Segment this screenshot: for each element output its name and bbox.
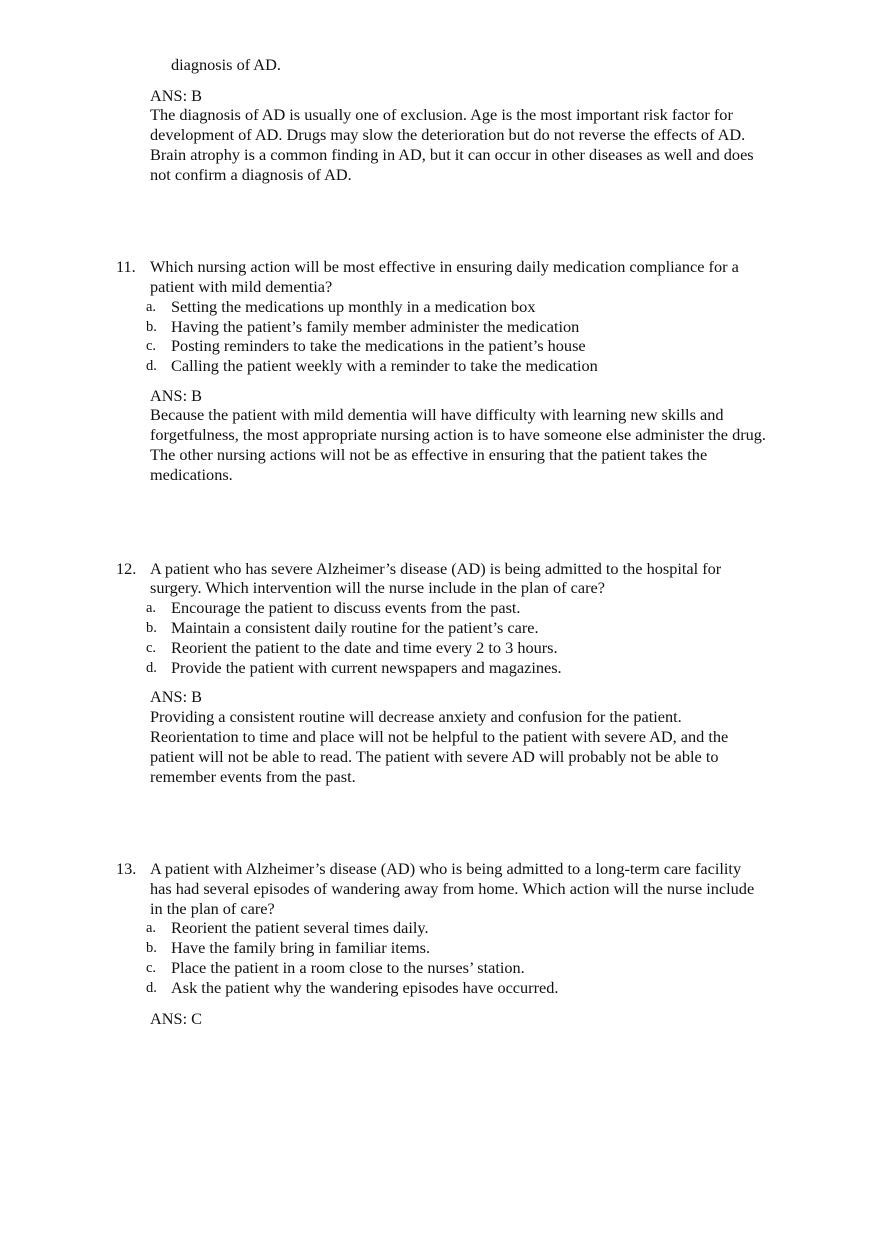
- answer-key: ANS: B: [150, 386, 203, 405]
- question-stem-line: patient with mild dementia?: [150, 277, 333, 296]
- rationale-line: remember events from the past.: [150, 767, 356, 786]
- option-letter: a.: [146, 299, 157, 315]
- answer-key: ANS: B: [150, 687, 203, 706]
- rationale-line: Providing a consistent routine will decrease anxiety and confusion for the patient.: [150, 707, 682, 726]
- option-text: Have the family bring in familiar items.: [171, 938, 431, 957]
- option-text: Maintain a consistent daily routine for the patient’s care.: [171, 618, 539, 637]
- option-text: Calling the patient weekly with a reminder to take the medication: [171, 356, 598, 375]
- option-letter: d.: [146, 358, 157, 374]
- question-stem-line: has had several episodes of wandering away from home. Which action will the nurse include: [150, 879, 755, 898]
- question-stem-line: surgery. Which intervention will the nurse include in the plan of care?: [150, 578, 605, 597]
- question-number: 12.: [116, 559, 137, 578]
- rationale-line: forgetfulness, the most appropriate nursing action is to have someone else administer the drug.: [150, 425, 766, 444]
- rationale-line: The diagnosis of AD is usually one of exclusion. Age is the most important risk factor for: [150, 105, 733, 124]
- option-text: Encourage the patient to discuss events from the past.: [171, 598, 521, 617]
- option-letter: a.: [146, 600, 157, 616]
- option-text: Place the patient in a room close to the nurses’ station.: [171, 958, 525, 977]
- answer-key: ANS: C: [150, 1009, 203, 1028]
- rationale-line: Brain atrophy is a common finding in AD, but it can occur in other diseases as well and does: [150, 145, 754, 164]
- option-letter: c.: [146, 338, 157, 354]
- rationale-line: patient will not be able to read. The patient with severe AD will probably not be able to: [150, 747, 719, 766]
- rationale-line: medications.: [150, 465, 233, 484]
- question-stem-line: in the plan of care?: [150, 899, 275, 918]
- option-text: Having the patient’s family member administer the medication: [171, 317, 580, 336]
- rationale-line: development of AD. Drugs may slow the deterioration but do not reverse the effects of AD.: [150, 125, 746, 144]
- option-text: Reorient the patient several times daily.: [171, 918, 429, 937]
- question-number: 11.: [116, 257, 136, 276]
- option-text: Provide the patient with current newspapers and magazines.: [171, 658, 562, 677]
- option-letter: d.: [146, 980, 157, 996]
- option-letter: c.: [146, 960, 157, 976]
- question-stem-line: A patient who has severe Alzheimer’s disease (AD) is being admitted to the hospital for: [150, 559, 722, 578]
- option-text: Reorient the patient to the date and time every 2 to 3 hours.: [171, 638, 558, 657]
- option-text: diagnosis of AD.: [171, 55, 281, 74]
- question-stem-line: A patient with Alzheimer’s disease (AD) who is being admitted to a long-term care facility: [150, 859, 742, 878]
- option-letter: b.: [146, 319, 157, 335]
- rationale-line: Reorientation to time and place will not be helpful to the patient with severe AD, and the: [150, 727, 729, 746]
- question-stem-line: Which nursing action will be most effective in ensuring daily medication compliance for a: [150, 257, 739, 276]
- question-number: 13.: [116, 859, 137, 878]
- option-text: Posting reminders to take the medications in the patient’s house: [171, 336, 586, 355]
- option-letter: d.: [146, 660, 157, 676]
- option-text: Setting the medications up monthly in a medication box: [171, 297, 536, 316]
- rationale-line: Because the patient with mild dementia will have difficulty with learning new skills and: [150, 405, 724, 424]
- option-letter: a.: [146, 920, 157, 936]
- rationale-line: The other nursing actions will not be as effective in ensuring that the patient takes the: [150, 445, 708, 464]
- option-letter: c.: [146, 640, 157, 656]
- option-letter: b.: [146, 620, 157, 636]
- answer-key: ANS: B: [150, 86, 203, 105]
- option-letter: b.: [146, 940, 157, 956]
- option-text: Ask the patient why the wandering episodes have occurred.: [171, 978, 559, 997]
- rationale-line: not confirm a diagnosis of AD.: [150, 165, 352, 184]
